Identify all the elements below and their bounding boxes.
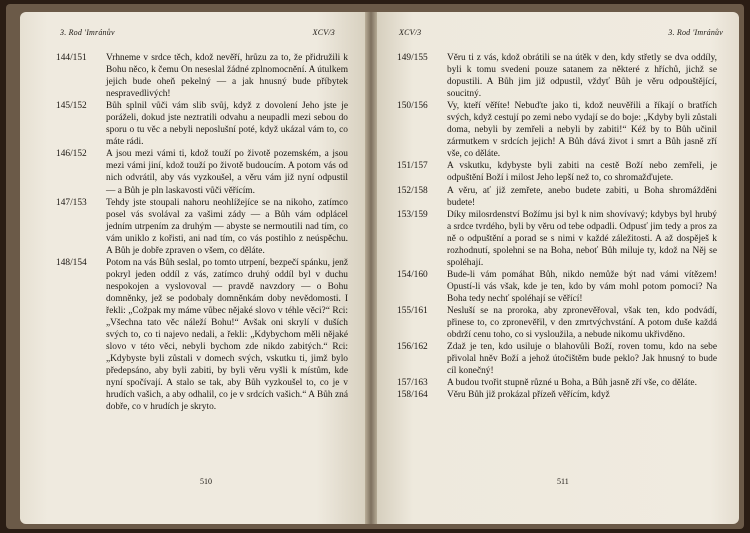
- verse-text: Potom na vás Bůh seslal, po tomto utrpení, bezpečí spánku, jenž pokryl jeden oddíl z vás, zatímco druhý oddíl byl v duchu nespokojen a vyslovoval — pravdě navzdory — o Bohu domněnky, jež se podobaly domněnkám doby nevědomosti. I řekli: „Cožpak my máme vůbec nějaké slovo v téhle věci?“ Rci: „Všechna tato věc náleží Bohu!“ Avšak oni skrylí v duších svých to, co ti najevo nedali, a řekli: „Kdybychom měli nějaké slovo v této věci, nebyli bychom zde nikdo zabitých.“ Rci: „Kdybyste byli zůstali v domech svých, vskutku ti, jimž bylo předepsáno, aby byli zabiti, by byli věru vyšli k místům, kde nyní spočívají. A stalo se tak, aby Bůh vyzkoušel to, co je v hrudích vašich, a aby odhalil, co je v srdcích vašich.“ A Bůh zná dobře, co v hrudích je skryto.: [106, 257, 348, 413]
- verse-number: 144/151: [56, 53, 87, 63]
- verse: [397, 209, 717, 269]
- verse-list: [397, 52, 717, 401]
- verse: [56, 52, 348, 100]
- verse: [397, 185, 717, 209]
- verse-text: Tehdy jste stoupali nahoru neohlížejíce se na nikoho, zatímco posel vás svolával za vašimi zády — a Bůh vám odplácel jedním utrpením za druhým — abyste se nermoutili nad tím, co vám uniklo z kořisti, ani nad tím, co vás postihlo z neúspěchu. A Bůh je dobře zpraven o všem, co děláte.: [106, 197, 348, 256]
- verse-number: 146/152: [56, 149, 87, 160]
- verse-number: 151/157: [397, 161, 428, 172]
- verse-text: Vy, kteří věříte! Nebuďte jako ti, kdož neuvěřili a říkají o bratřích svých, když cestují po zemi nebo vydají se do boje: „Kdyby byli zůstali doma, nebyli by zemřeli a nebyli by zabiti!“ Kéž by to Bůh učinil zármutkem v srdcích jejich! A Bůh dává život i smrt a Bůh jasně zří vše, co děláte.: [447, 101, 717, 160]
- verse-text: A věru, ať již zemřete, anebo budete zabiti, u Boha shromážděni budete!: [447, 185, 717, 208]
- verse-number: 156/162: [397, 342, 428, 353]
- verse-number: 155/161: [397, 305, 428, 316]
- running-head-left: XCV/3: [399, 28, 422, 37]
- verse-number: 147/153: [56, 197, 87, 208]
- verse-text: Vrhneme v srdce těch, kdož nevěří, hrůzu za to, že přidružili k Bohu něco, k čemu On neseslal žádné zplnomocnění. A útulkem jejich bude oheň pekelný — a jak hnusný bude příbytek nespravedlivých!: [106, 53, 348, 100]
- verse: [397, 52, 717, 100]
- verse-number: 152/158: [397, 185, 428, 196]
- verse: [397, 160, 717, 184]
- verse: [397, 269, 717, 305]
- verse: [56, 197, 348, 257]
- verse-text: Věru Bůh již prokázal přízeň věřícím, když: [447, 390, 610, 401]
- running-head-right: 3. Rod 'Imránův: [668, 28, 723, 37]
- page-number: 511: [557, 477, 569, 486]
- verse-number: 158/164: [397, 390, 428, 401]
- verse-number: 145/152: [56, 101, 87, 112]
- verse: [397, 389, 717, 401]
- verse: [56, 148, 348, 196]
- book-gutter: [365, 12, 377, 524]
- verse-text: Díky milosrdenství Božímu jsi byl k nim shovívavý; kdybys byl hrubý a srdce tvrdého, byli by věru od tebe odpadli. Odpusť jim tedy a pros za ně o odpuštění a porad se s nimi v každé záležitosti. A až dospěješ k rozhodnutí, spolehni se na Boha, neboť Bůh miluje ty, kdož na Něj se spoléhají.: [447, 209, 717, 268]
- verse-number: 148/154: [56, 257, 87, 268]
- verse-text: Nesluší se na proroka, aby zpronevěřoval, však ten, kdo podvádí, přinese to, co zpronevěřil, v den zmrtvýchvstání. A potom duše každá obdrží cenu toho, co si vysloužila, a nebude nikomu ukřivděno.: [447, 305, 717, 341]
- verse-text: A budou tvořit stupně různé u Boha, a Bůh jasně zří vše, co děláte.: [447, 378, 697, 389]
- verse-number: 154/160: [397, 269, 428, 280]
- running-head-left: 3. Rod 'Imránův: [60, 28, 115, 37]
- verse: [397, 305, 717, 341]
- verse-text: Zdaž je ten, kdo usiluje o blahovůli Boží, roven tomu, kdo na sebe přivolal hněv Boží a jehož útočištěm bude peklo? Jak hnusný to bude cíl konečný!: [447, 342, 717, 377]
- verse-list: [56, 52, 348, 413]
- verse-text: Věru ti z vás, kdož obrátili se na útěk v den, kdy střetly se dva oddíly, byli k tomu svedeni pouze satanem za některé z hříchů, jichž se dopustili. A Bůh jim již odpustil, vždyť Bůh je věru odpouštějící, soucitný.: [447, 53, 717, 100]
- verse-number: 153/159: [397, 209, 428, 220]
- verse: [397, 100, 717, 160]
- verse-text: Bůh splnil vůči vám slib svůj, když z dovolení Jeho jste je poráželi, dokud jste neztratili odvahu a neupadli mezi sebou do sporu o tu věc a nebyli neposlušní poté, když ukázal vám to, co máte rádi.: [106, 101, 348, 148]
- verse-text: A vskutku, kdybyste byli zabiti na cestě Boží nebo zemřeli, je odpuštění Boží i milost Jeho lepší než to, co shromažďujete.: [447, 161, 717, 184]
- verse: [397, 341, 717, 377]
- left-page: [20, 12, 365, 524]
- running-head-right: XCV/3: [312, 28, 335, 37]
- page-number: 510: [200, 477, 212, 486]
- right-page: [377, 12, 739, 524]
- verse-number: 149/155: [397, 53, 428, 63]
- verse-text: Bude-li vám pomáhat Bůh, nikdo nemůže být nad vámi vítězem! Opustí-li vás však, kde je ten, kdo by vám mohl potom pomoci? Na Boha tedy nechť spoléhají se věřící!: [447, 269, 717, 304]
- verse-text: A jsou mezi vámi ti, kdož touží po životě pozemském, a jsou mezi vámi jiní, kdož touží po životě budoucím. A potom vás od nich odvrátil, aby vás vyzkoušel, a věru vám již nyní odpustil — a Bůh je pln laskavosti vůči věřícím.: [106, 149, 348, 196]
- verse-number: 157/163: [397, 378, 428, 389]
- book-spread: [6, 4, 744, 529]
- verse: [56, 257, 348, 414]
- verse: [397, 377, 717, 389]
- verse-number: 150/156: [397, 101, 428, 112]
- verse: [56, 100, 348, 148]
